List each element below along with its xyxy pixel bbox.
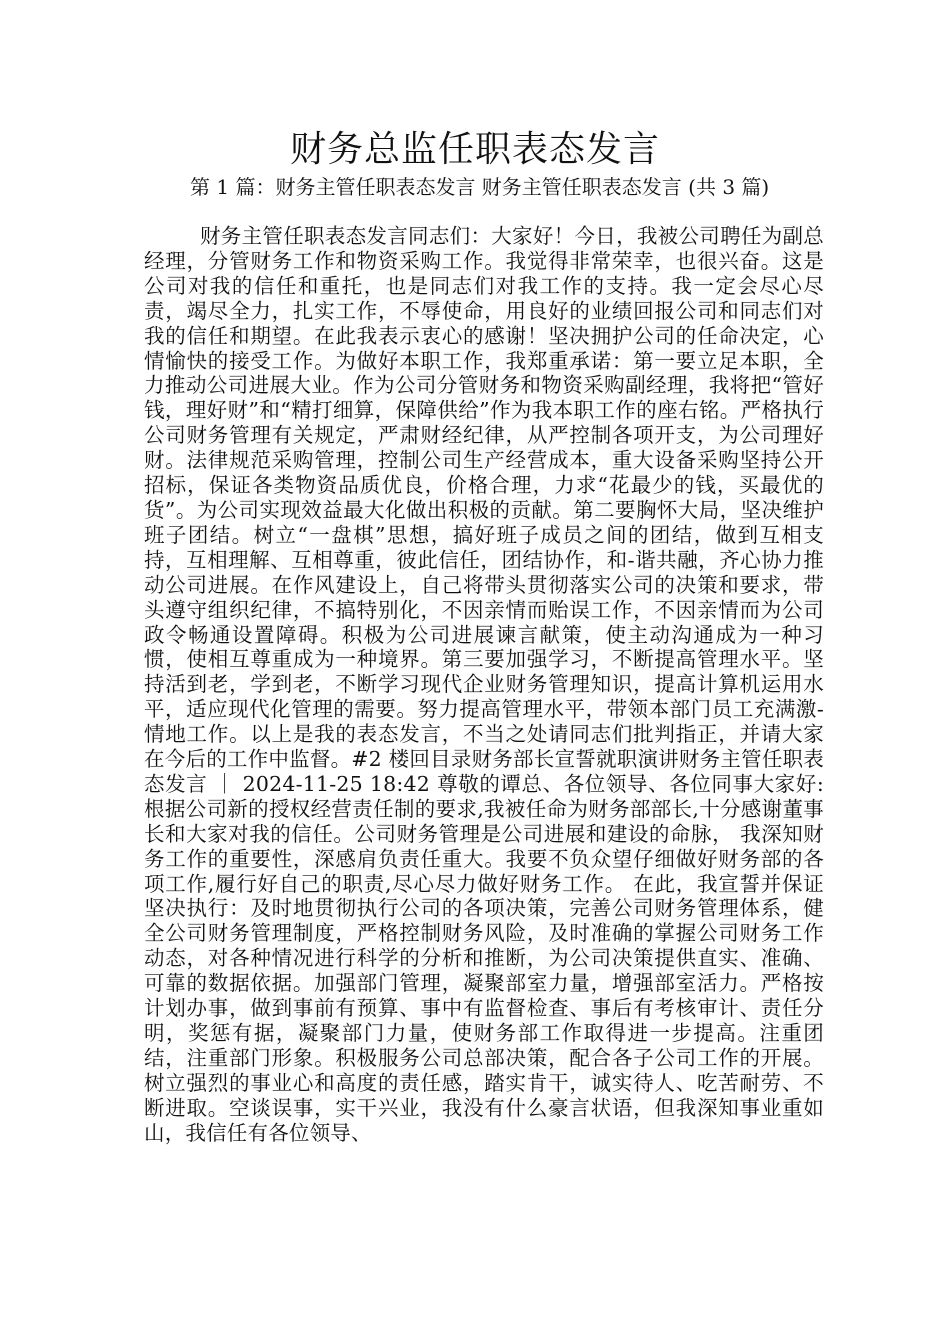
document-subtitle: 第 1 篇：财务主管任职表态发言 财务主管任职表态发言 (共 3 篇) bbox=[190, 175, 770, 199]
document-body: 财务主管任职表态发言同志们：大家好！今日，我被公司聘任为副总经理，分管财务工作和物资采购工作。我觉得非常荣幸，也很兴奋。这是公司对我的信任和重托，也是同志们对我工作的支持。我一定会尽心尽责，竭尽全力，扎实工作，不辱使命，用良好的业绩回报公司和同志们对我的信任和期望。在此我表示衷心的感谢！坚决拥护公司的任命决定，心情愉快的接受工作。为做好本职工作，我郑重承诺：第一要立足本职，全力推动公司进展大业。作为公司分管财务和物资采购副经理，我将把“管好钱，理好财”和“精打细算，保障供给”作为我本职工作的座右铭。严格执行公司财务管理有关规定，严肃财经纪律，从严控制各项开支，为公司理好财。法律规范采购管理，控制公司生产经营成本，重大设备采购坚持公开招标，保证各类物资品质优良，价格合理，力求“花最少的钱，买最优的货”。为公司实现效益最大化做出积极的贡献。第二要胸怀大局，坚决维护班子团结。树立“一盘棋”思想，搞好班子成员之间的团结，做到互相支持，互相理解、互相尊重，彼此信任，团结协作，和-谐共融，齐心协力推动公司进展。在作风建设上，自己将带头贯彻落实公司的决策和要求，带头遵守组织纪律，不搞特别化，不因亲情而贻误工作，不因亲情而为公司政令畅通设置障碍。积极为公司进展谏言献策，使主动沟通成为一种习惯，使相互尊重成为一种境界。第三要加强学习，不断提高管理水平。坚持活到老，学到老，不断学习现代企业财务管理知识，提高计算机运用水平，适应现代化管理的需要。努力提高管理水平，带领本部门员工充满激-情地工作。以上是我的表态发言，不当之处请同志们批判指正，并请大家在今后的工作中监督。#2 楼回目录财务部长宣誓就职演讲财务主管任职表态发言 ｜ 2024-11-25 18:42 尊敬的谭总、各位领导、各位同事大家好:根据公司新的授权经营责任制的要求,我被任命为财务部部长,十分感谢董事长和大家对我的信任。公司财务管理是公司进展和建设的命脉， 我深知财务工作的重要性，深感肩负责任重大。我要不负众望仔细做好财务部的各项工作,履行好自己的职责,尽心尽力做好财务工作。 在此，我宣誓并保证坚决执行：及时地贯彻执行公司的各项决策，完善公司财务管理体系，健全公司财务管理制度，严格控制财务风险，及时准确的掌握公司财务工作动态，对各种情况进行科学的分析和推断，为公司决策提供直实、准确、可靠的数据依据。加强部门管理，凝聚部室力量，增强部室活力。严格按计划办事，做到事前有预算、事中有监督检查、事后有考核审计、责任分明，奖惩有据，凝聚部门力量，使财务部工作取得进一步提高。注重团结，注重部门形象。积极服务公司总部决策，配合各子公司工作的开展。树立强烈的事业心和高度的责任感，踏实肯干，诚实待人、吃苦耐劳、不断进取。空谈误事，实干兴业，我没有什么豪言状语，但我深知事业重如山，我信任有各位领导、 bbox=[144, 224, 824, 1145]
document-title: 财务总监任职表态发言 bbox=[289, 129, 660, 170]
